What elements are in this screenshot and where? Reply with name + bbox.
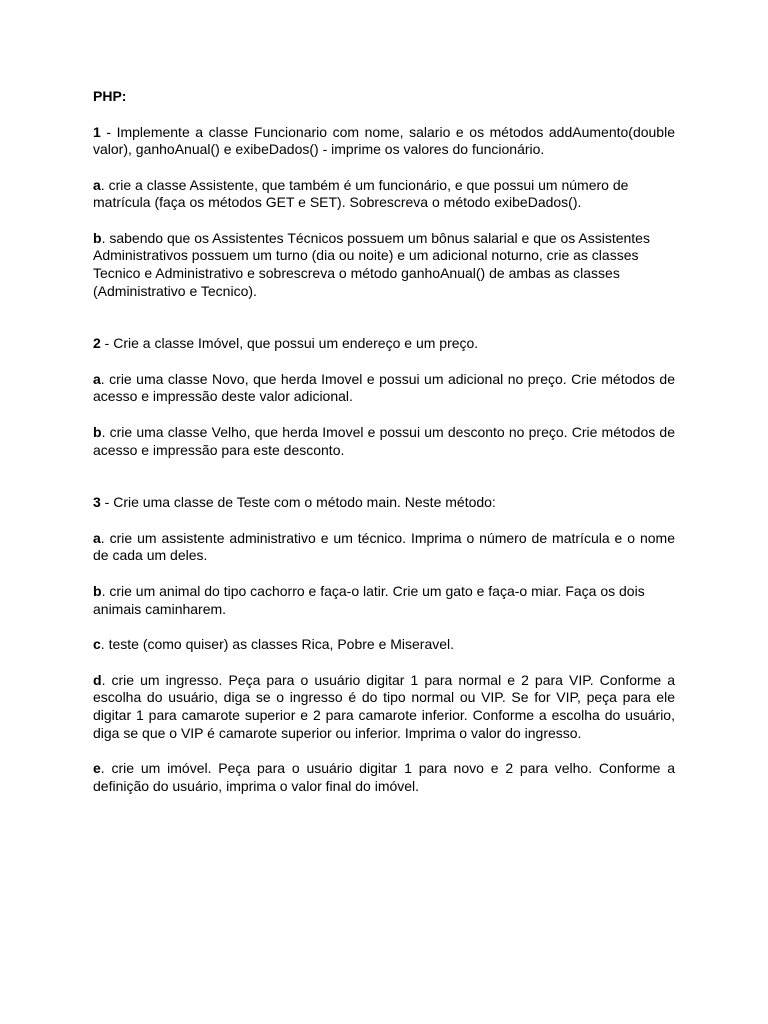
exercise-3-item-c — [93, 636, 675, 654]
exercise-number: 1 — [93, 123, 101, 140]
exercise-3-item-d — [93, 672, 675, 742]
item-text: . crie uma classe Velho, que herda Imovel e possui um desconto no preço. Crie métodos de acesso e impressão para este desconto. — [93, 424, 675, 458]
item-letter: a — [93, 176, 101, 193]
exercise-3 — [93, 494, 675, 512]
exercise-3-item-e — [93, 760, 675, 795]
item-text: . teste (como quiser) as classes Rica, Pobre e Miseravel. — [100, 636, 455, 653]
exercise-text: - Crie uma classe de Teste com o método main. Neste método: — [100, 494, 496, 511]
item-letter: c — [93, 636, 101, 653]
item-letter: d — [93, 671, 102, 688]
exercise-number: 2 — [93, 335, 101, 352]
item-text: . sabendo que os Assistentes Técnicos possuem um bônus salarial e que os Assistentes Administrativos possuem um turno (dia ou noite) e um adicional noturno, crie as classes Tecnico e Administrativo e sobrescreva o método ganhoAnual() de ambas as classes (Administrativo e Tecnico). — [93, 229, 650, 299]
item-letter: e — [93, 760, 101, 777]
exercise-1-item-b — [93, 230, 675, 300]
exercise-number: 3 — [93, 494, 101, 511]
item-letter: a — [93, 370, 101, 387]
exercise-text: - Crie a classe Imóvel, que possui um endereço e um preço. — [100, 335, 479, 352]
exercise-1-item-a — [93, 177, 675, 212]
item-text: . crie a classe Assistente, que também é um funcionário, e que possui um número de matrícula (faça os métodos GET e SET). Sobrescreva o método exibeDados(). — [93, 176, 629, 211]
exercise-1 — [93, 124, 675, 159]
exercise-3-item-a — [93, 530, 675, 565]
item-letter: b — [93, 424, 102, 441]
item-text: . crie um assistente administrativo e um técnico. Imprima o número de matrícula e o nome de cada um deles. — [93, 529, 675, 564]
exercise-2-item-b — [93, 424, 675, 459]
item-text: . crie um ingresso. Peça para o usuário digitar 1 para normal e 2 para VIP. Conforme a escolha do usuário, diga se o ingresso é do tipo normal ou VIP. Se for VIP, peça para ele digitar 1 para camarote superior e 2 para camarote inferior. Conforme a escolha do usuário, diga se que o VIP é camarote superior ou inferior. Imprima o valor do ingresso. — [93, 671, 675, 741]
item-text: . crie um imóvel. Peça para o usuário digitar 1 para novo e 2 para velho. Conforme a definição do usuário, imprima o valor final do imóvel. — [93, 760, 675, 794]
item-letter: b — [93, 583, 102, 599]
item-text: . crie uma classe Novo, que herda Imovel e possui um adicional no preço. Crie métodos de acesso e impressão deste valor adicional. — [93, 370, 675, 405]
document-heading: PHP: — [93, 88, 127, 104]
exercise-text: - Implemente a classe Funcionario com nome, salario e os métodos addAumento(double valor), ganhoAnual() e exibeDados() - imprime os valores do funcionário. — [93, 123, 675, 158]
item-letter: b — [93, 229, 102, 246]
item-letter: a — [93, 529, 101, 546]
exercise-3-item-b — [93, 583, 675, 618]
exercise-2-item-a — [93, 371, 675, 406]
item-text: . crie um animal do tipo cachorro e faça-o latir. Crie um gato e faça-o miar. Faça os dois animais caminharem. — [93, 583, 645, 617]
exercise-2 — [93, 335, 675, 353]
